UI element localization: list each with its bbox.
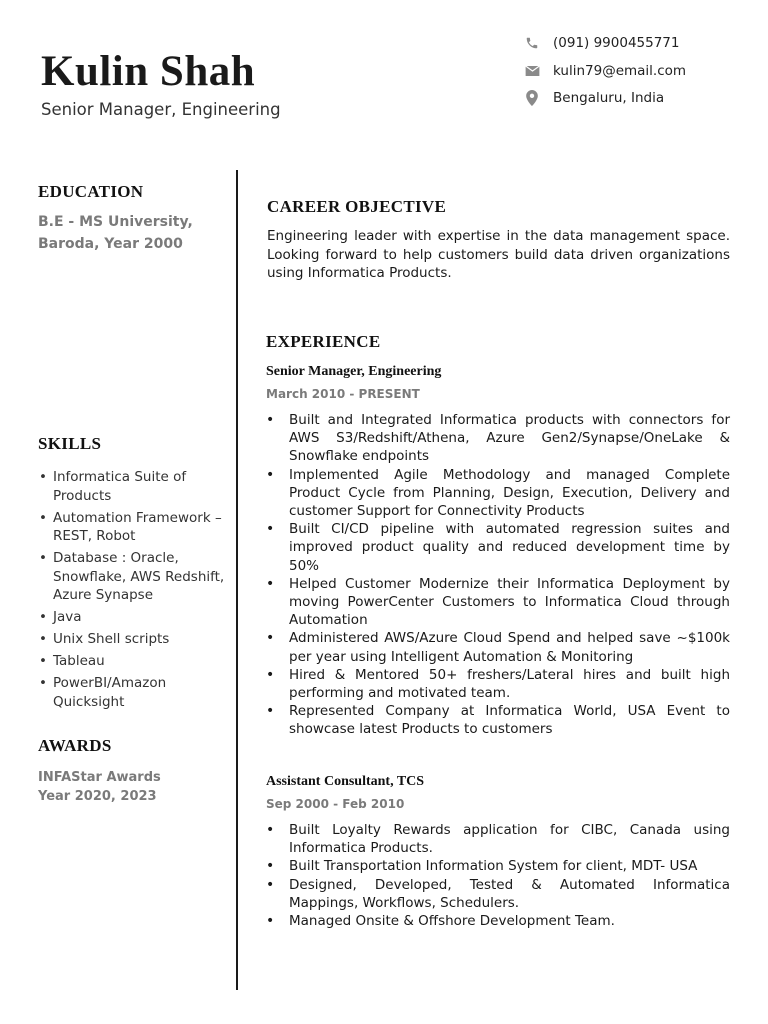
job-bullets	[266, 411, 730, 739]
skill-item: • Java	[37, 608, 227, 627]
location-text: Bengaluru, India	[553, 90, 665, 106]
skill-item: • Database : Oracle, Snowflake, AWS Redshift, Azure Synapse	[37, 549, 227, 605]
skill-item: • Informatica Suite of Products	[37, 468, 227, 505]
job-title: Senior Manager, Engineering	[266, 364, 442, 379]
job-bullet: • Built and Integrated Informatica products with connectors for AWS S3/Redshift/Athena, Azure Gen2/Synapse/OneLake & Snowflake endpoints	[266, 411, 730, 466]
job-bullet: • Managed Onsite & Offshore Development Team.	[266, 912, 730, 930]
email-text: kulin79@email.com	[553, 63, 687, 79]
skills-title: SKILLS	[38, 434, 102, 453]
job-bullet: • Built CI/CD pipeline with automated regression suites and improved product quality and reduced development time by 50%	[266, 520, 730, 575]
education-title: EDUCATION	[38, 182, 144, 201]
candidate-role: Senior Manager, Engineering	[41, 100, 281, 119]
job-bullet: • Helped Customer Modernize their Informatica Deployment by moving PowerCenter Customers to Informatica Cloud through Automation	[266, 575, 730, 630]
job-bullet: • Represented Company at Informatica World, USA Event to showcase latest Products to customers	[266, 702, 730, 738]
contact-email	[524, 63, 754, 79]
job-bullet: • Built Loyalty Rewards application for CIBC, Canada using Informatica Products.	[266, 821, 730, 857]
awards-title: AWARDS	[38, 736, 112, 755]
skills-list	[37, 468, 227, 715]
column-divider	[236, 170, 238, 990]
awards-line-1: INFAStar Awards	[38, 770, 161, 785]
job-bullet: • Designed, Developed, Tested & Automated Informatica Mappings, Workflows, Schedulers.	[266, 876, 730, 912]
email-icon	[524, 63, 540, 79]
skill-item: • PowerBI/Amazon Quicksight	[37, 674, 227, 711]
experience-title: EXPERIENCE	[266, 332, 381, 351]
skill-item: • Tableau	[37, 652, 227, 671]
job-bullet: • Built Transportation Information System for client, MDT- USA	[266, 857, 730, 875]
job-dates: Sep 2000 - Feb 2010	[266, 797, 405, 811]
education-line-1: B.E - MS University,	[38, 214, 193, 230]
awards-details	[38, 768, 228, 806]
job-bullet: • Hired & Mentored 50+ freshers/Lateral hires and built high performing and motivated team.	[266, 666, 730, 702]
contact-phone	[524, 35, 754, 51]
job-bullet: • Implemented Agile Methodology and managed Complete Product Cycle from Planning, Design, Execution, Delivery and customer Support for Connectivity Products	[266, 466, 730, 521]
phone-icon	[524, 35, 540, 51]
awards-line-2: Year 2020, 2023	[38, 789, 157, 804]
education-details	[38, 211, 228, 255]
job-dates: March 2010 - PRESENT	[266, 387, 420, 401]
skill-item: • Automation Framework – REST, Robot	[37, 509, 227, 546]
candidate-name: Kulin Shah	[41, 48, 256, 95]
job-title: Assistant Consultant, TCS	[266, 774, 425, 789]
job-bullets	[266, 821, 730, 930]
objective-title: CAREER OBJECTIVE	[267, 197, 447, 216]
objective-text: Engineering leader with expertise in the data management space. Looking forward to help customers build data driven organizations using Informatica Products.	[267, 228, 730, 281]
contact-location	[524, 90, 754, 106]
phone-text: (091) 9900455771	[553, 35, 680, 51]
education-line-2: Baroda, Year 2000	[38, 236, 183, 252]
location-icon	[524, 90, 540, 106]
job-bullet: • Administered AWS/Azure Cloud Spend and helped save ~$100k per year using Intelligent Automation & Monitoring	[266, 629, 730, 665]
skill-item: • Unix Shell scripts	[37, 630, 227, 649]
